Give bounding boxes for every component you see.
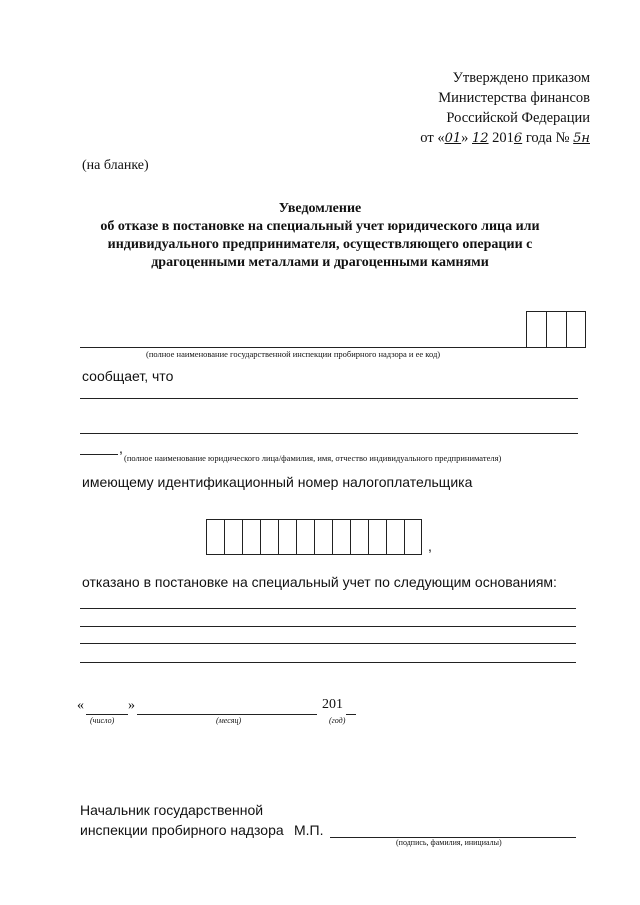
inn-boxes: [206, 519, 422, 555]
inn-digit-box[interactable]: [314, 519, 332, 555]
approval-day: 01: [444, 131, 462, 146]
entity-comma: ,: [119, 440, 123, 456]
inn-digit-box[interactable]: [242, 519, 260, 555]
inn-label: имеющему идентификационный номер налогоплательщика: [82, 474, 473, 490]
inn-digit-box[interactable]: [332, 519, 350, 555]
inn-digit-box[interactable]: [224, 519, 242, 555]
inn-digit-box[interactable]: [350, 519, 368, 555]
date-month-caption: (месяц): [216, 716, 242, 725]
inn-digit-box[interactable]: [206, 519, 224, 555]
refusal-reason-field-4[interactable]: [80, 662, 576, 663]
title-line-3: драгоценными металлами и драгоценными камнями: [151, 255, 489, 270]
entity-name-field-2[interactable]: [80, 433, 578, 434]
inn-digit-box[interactable]: [278, 519, 296, 555]
approval-line-3: Российской Федерации: [446, 110, 590, 126]
date-day-caption: (число): [90, 716, 115, 725]
approval-number-prefix: года №: [525, 130, 570, 146]
title-heading: Уведомление: [278, 201, 362, 216]
approval-line-1: Утверждено приказом: [452, 70, 590, 86]
approval-date-line: [420, 128, 590, 149]
entity-caption: (полное наименование юридического лица/фамилия, имя, отчество индивидуального предпринимателя): [124, 453, 502, 463]
inspection-caption: (полное наименование государственной инспекции пробирного надзора и ее код): [146, 349, 441, 359]
entity-name-field-3[interactable]: [80, 454, 118, 455]
date-year-caption: (год): [329, 716, 346, 725]
refusal-label: отказано в постановке на специальный учет по следующим основаниям:: [82, 574, 557, 590]
inn-digit-box[interactable]: [296, 519, 314, 555]
reports-that-label: сообщает, что: [82, 368, 174, 384]
signature-caption: (подпись, фамилия, инициалы): [396, 838, 502, 847]
inn-digit-box[interactable]: [368, 519, 386, 555]
title-line-2: индивидуального предпринимателя, осуществляющего операции с: [107, 237, 533, 252]
inspection-code-boxes: [526, 311, 586, 348]
approval-year-prefix: 201: [492, 130, 514, 146]
code-box[interactable]: [546, 311, 566, 348]
approval-block: [420, 68, 590, 149]
code-box[interactable]: [566, 311, 586, 348]
refusal-reason-field-3[interactable]: [80, 643, 576, 644]
approval-number: 5н: [573, 131, 590, 146]
approval-date-prefix: от «: [420, 130, 445, 146]
refusal-reason-field-2[interactable]: [80, 626, 576, 627]
document-title: [70, 200, 570, 272]
approval-line-2: Министерства финансов: [438, 90, 590, 106]
stamp-label: М.П.: [294, 822, 324, 838]
refusal-reason-field-1[interactable]: [80, 608, 576, 609]
signature-title-line-2: инспекции пробирного надзора: [80, 822, 284, 838]
entity-name-field-1[interactable]: [80, 398, 578, 399]
approval-year-digit: 6: [513, 131, 523, 146]
approval-date-mid: »: [461, 130, 469, 146]
letterhead-note: (на бланке): [82, 158, 149, 173]
date-day-field[interactable]: [86, 714, 128, 715]
inn-digit-box[interactable]: [260, 519, 278, 555]
date-close-quote: »: [128, 698, 135, 713]
inspection-name-field[interactable]: [80, 347, 526, 348]
signature-title-line-1: Начальник государственной: [80, 802, 264, 818]
code-box[interactable]: [526, 311, 546, 348]
approval-month: 12: [472, 131, 489, 146]
inn-digit-box[interactable]: [386, 519, 404, 555]
title-line-1: об отказе в постановке на специальный учет юридического лица или: [100, 219, 540, 234]
date-year-prefix: 201: [322, 697, 343, 712]
date-year-field[interactable]: [346, 714, 356, 715]
inn-digit-box[interactable]: [404, 519, 422, 555]
inn-comma: ,: [428, 538, 432, 554]
date-open-quote: «: [77, 698, 84, 713]
date-month-field[interactable]: [137, 714, 317, 715]
